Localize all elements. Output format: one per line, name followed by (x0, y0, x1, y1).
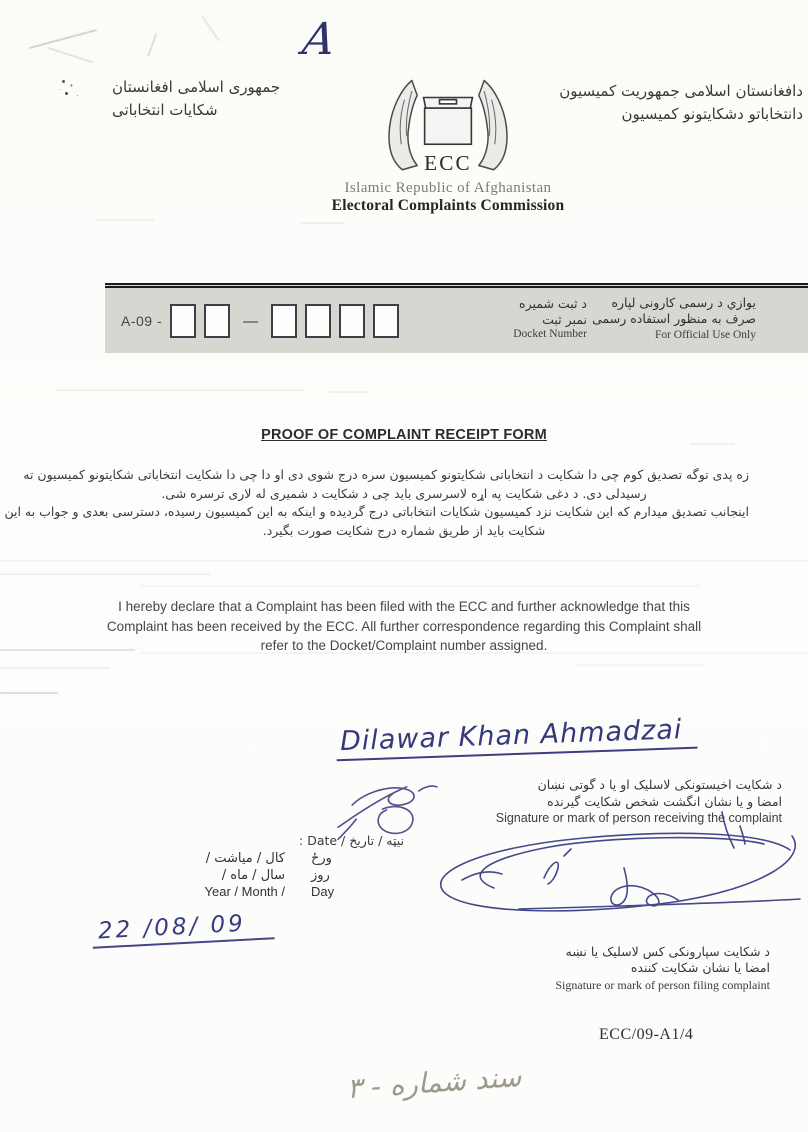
date-day-english: Day (311, 884, 335, 899)
docket-prefix: A-09 - (121, 313, 163, 329)
docket-box (204, 304, 230, 338)
handwritten-receiver-name: Dilawar Khan Ahmadzai (335, 714, 697, 762)
docket-label-dari: نمبر ثبت (542, 311, 587, 327)
docket-boxes (170, 304, 399, 338)
filing-label-english: Signature or mark of person filing complaint (555, 978, 770, 992)
filing-signature-labels (516, 944, 770, 993)
header-left-line1: جمهوری اسلامی افغانستان (112, 78, 281, 96)
receiving-label-dari: امضا و یا نشان انگشت شخص شکایت گیرنده (547, 793, 782, 809)
date-fields (183, 851, 349, 901)
official-use-pashto: یوازي د رسمی کارونی لپاره (611, 295, 756, 310)
docket-box (373, 304, 399, 338)
filing-label-dari: امضا یا نشان شکایت کننده (630, 960, 770, 975)
declaration-dari-line2: شکایت باید از طریق شماره درج شکایت صورت بگیرد. (262, 522, 546, 538)
declaration-pashto-line1: زه پدی توگه تصدیق کوم چی دا شکایت د انتخاباتی شکایتونو کمیسیون سره درج شوی دی او دا چی دا شکایت انتخاباتی شکایتونو کمیسیون ته (23, 467, 749, 482)
docket-box (271, 304, 297, 338)
docket-separator: — (243, 312, 259, 330)
scan-speck (62, 80, 65, 83)
docket-number-entry (121, 304, 399, 338)
commission-name-en: Electoral Complaints Commission (331, 197, 565, 214)
handwritten-date: 22 /08/ 09 (91, 909, 274, 948)
official-use-dari: صرف به منظور استفاده رسمی (592, 311, 756, 326)
handwritten-document-number-note: سند شماره - ۳ (345, 1059, 523, 1106)
date-heading: نیټه / تاریخ / Date : (299, 833, 404, 848)
receiving-label-english: Signature or mark of person receiving the complaint (495, 811, 782, 825)
docket-box (170, 304, 196, 338)
declaration-english: I hereby declare that a Complaint has been filed with the ECC and further acknowledge that this Complaint has been received by the ECC. All further correspondence regarding this Complaint shall refer to the Docket/Complaint number assigned. (106, 599, 702, 653)
docket-box (305, 304, 331, 338)
date-row-dari (183, 868, 349, 885)
ecc-acronym: ECC (424, 150, 472, 174)
receiving-label-pashto: د شکایت اخیستونکی لاسلیک او یا د گوتی نښان (537, 777, 782, 792)
header-right-line1: دافغانستان اسلامی جمهوریت کمیسیون (559, 82, 803, 100)
header-left-org (112, 76, 287, 122)
header-right-line2: دانتخاباتو دشکایتونو کمیسیون (621, 105, 803, 123)
docket-number-bar (105, 283, 808, 353)
filing-label-pashto: د شکایت سپارونکی کس لاسلیک یا نښه (565, 944, 770, 959)
declaration-dari-line1: اینجانب تصدیق میدارم که این شکایت نزد کمیسیون شکایات انتخاباتی درج گردیده و اینکه به این کمیسیون رسیده، دسترسی بعدی و جواب به این (4, 504, 749, 519)
header-left-line2: شکایات انتخاباتی (112, 101, 218, 119)
date-year-month-pashto: کال / میاشت / (205, 851, 285, 866)
date-year-month-english: Year / Month / (204, 884, 285, 899)
docket-box (339, 304, 365, 338)
form-title: PROOF OF COMPLAINT RECEIPT FORM (261, 427, 547, 443)
filer-signature (424, 806, 808, 924)
ecc-hands-ballot-box-icon (362, 72, 534, 174)
date-year-month-dari: سال / ماه / (221, 867, 285, 883)
docket-label-english: Docket Number (513, 328, 587, 340)
ecc-logo-block (320, 72, 576, 215)
date-row-english (183, 884, 349, 901)
official-use-english: For Official Use Only (654, 329, 756, 341)
handwritten-letter-a: A (299, 14, 339, 65)
org-name-en: Islamic Republic of Afghanistan (344, 180, 552, 196)
date-day-dari: روز (311, 867, 330, 883)
date-day-pashto: ورځ (311, 851, 332, 866)
docket-label-pashto: د ثبت شمیره (519, 296, 587, 311)
date-row-pashto (183, 851, 349, 868)
declaration-pashto-line2: رسیدلی دی. د دغی شکایت په اړه لاسرسری باید چی د شکایت د شمیری له لاری ترسره شی. (161, 485, 647, 501)
declaration-arabic (4, 466, 749, 540)
official-use-label (534, 295, 756, 343)
form-code: ECC/09-A1/4 (599, 1026, 694, 1043)
